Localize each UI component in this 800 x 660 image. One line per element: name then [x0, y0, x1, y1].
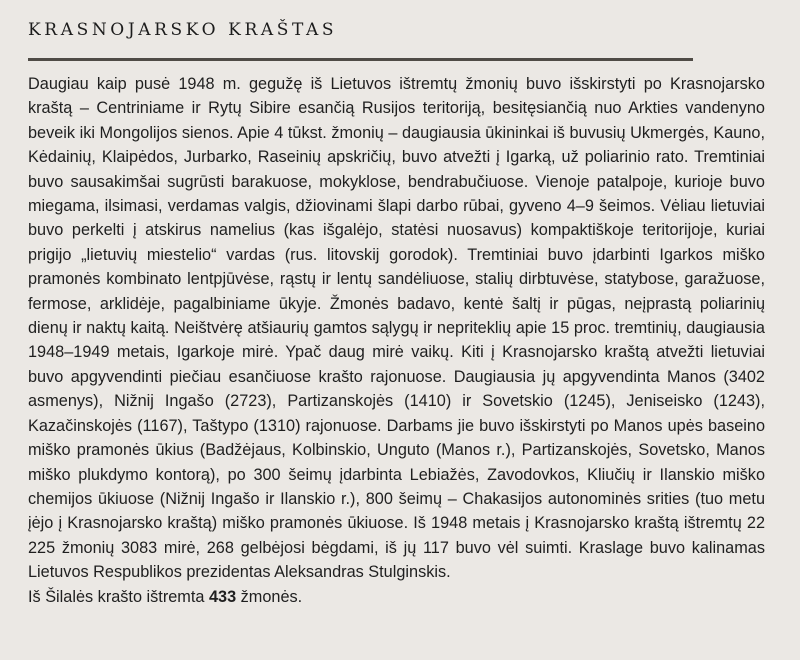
deportee-count: 433 — [208, 587, 237, 606]
page-title: KRASNOJARSKO KRAŠTAS — [28, 20, 338, 40]
summary-line — [28, 585, 765, 609]
summary-prefix: Iš Šilalės krašto ištremta — [28, 587, 209, 606]
summary-suffix: žmonės. — [236, 587, 303, 606]
main-paragraph: Daugiau kaip pusė 1948 m. gegužę iš Lietuvos ištremtų žmonių buvo išskirstyti po Krasnojarsko kraštą – Centriniame ir Rytų Sibire esančią Rusijos teritoriją, besitęsiančią nuo Arkties vandenyno beveik iki Mongolijos sienos. Apie 4 tūkst. žmonių – daugiausia ūkininkai iš buvusių Ukmergės, Kauno, Kėdainių, Klaipėdos, Jurbarko, Raseinių apskričių, buvo atvežti į Igarką, už poliarinio rato. Tremtiniai buvo sausakimšai sugrūsti barakuose, mokyklose, bendrabučiuose. Vienoje patalpoje, kurioje buvo miegama, ilsimasi, verdamas valgis, džiovinami šlapi darbo rūbai, gyveno 4–9 šeimos. Vėliau lietuviai buvo perkelti į atskirus namelius (kas išgalėjo, statėsi nuosavus) kompaktiškoje teritorijoje, kuriai prigijo „lietuvių miestelio“ vardas (rus. litovskij gorodok). Tremtiniai buvo įdarbinti Igarkos miško pramonės kombinato lentpjūvėse, rąstų ir lentų sandėliuose, stalių dirbtuvėse, statybose, garažuose, fermose, arklidėje, pagalbiniame ūkyje. Žmonės badavo, kentė šaltį ir pūgas, neįprastą poliarinių dienų ir naktų kaitą. Neištvėrę atšiaurių gamtos sąlygų ir nepriteklių apie 15 proc. tremtinių, daugiausia 1948–1949 metais, Igarkoje mirė. Ypač daug mirė vaikų. Kiti į Krasnojarsko kraštą atvežti lietuviai buvo apgyvendinti piečiau esančiuose krašto rajonuose. Daugiausia jų apgyvendinta Manos (3402 asmenys), Nižnij Ingašo (2723), Partizanskojės (1410) ir Sovetskio (1245), Jeniseisko (1243), Kazačinskojės (1167), Taštypo (1310) rajonuose. Darbams jie buvo išskirstyti po Manos upės baseino miško pramonės ūkius (Badžėjaus, Kolbinskio, Unguto (Manos r.), Partizanskojės, Sovetsko, Manos miško plukdymo kontorą), po 300 šeimų įdarbinta Lebiažės, Zavodovkos, Kliučių ir Ilanskio miško chemijos ūkiuose (Nižnij Ingašo ir Ilanskio r.), 800 šeimų – Chakasijos autonominės srities (tuo metu įėjo į Krasnojarsko kraštą) miško pramonės ūkiuose. Iš 1948 metais į Krasnojarsko kraštą ištremtų 22 225 žmonių 3083 mirė, 268 gelbėjosi bėgdami, iš jų 117 buvo vėl suimti. Kraslage buvo kalinamas Lietuvos Respublikos prezidentas Aleksandras Stulginskis. — [28, 75, 765, 582]
title-divider — [28, 58, 693, 61]
article-body — [28, 72, 765, 609]
